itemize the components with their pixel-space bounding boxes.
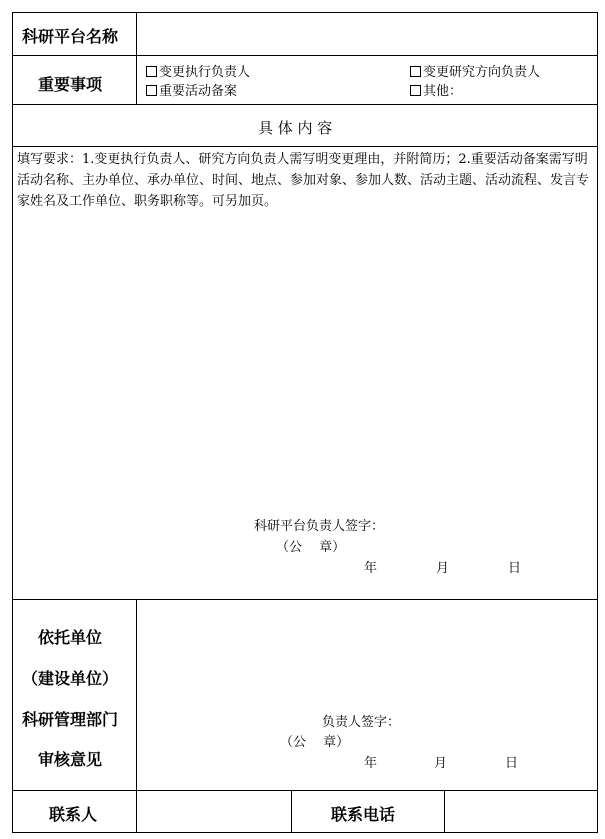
phone-field[interactable] (446, 792, 596, 831)
checkbox[interactable] (146, 66, 157, 77)
option-activity-filing[interactable] (146, 80, 237, 99)
row-divider-5 (12, 790, 598, 791)
review-sign-label: 负责人签字： (322, 715, 401, 730)
matters-label: 重要事项 (38, 75, 103, 94)
review-label-line2: （建设单位） (22, 669, 119, 688)
border-bottom (12, 832, 598, 833)
platform-year-label: 年 (364, 561, 378, 576)
option-change-research-director[interactable] (410, 61, 540, 80)
content-field[interactable] (14, 215, 596, 505)
platform-name-field[interactable] (138, 14, 596, 54)
option-change-executive[interactable] (146, 61, 250, 80)
row-divider-2 (12, 104, 598, 105)
platform-name-label: 科研平台名称 (22, 27, 119, 46)
contact-field[interactable] (138, 792, 290, 831)
review-label-line4: 审核意见 (38, 750, 103, 769)
review-seal-label: （公 章） (280, 735, 350, 750)
option-label: 变更研究方向负责人 (423, 65, 541, 80)
checkbox[interactable] (410, 85, 421, 96)
option-label: 其他： (423, 84, 463, 99)
platform-sign-label: 科研平台负责人签字： (254, 519, 385, 534)
border-top (12, 12, 598, 13)
requirements-text: 填写要求：1.变更执行负责人、研究方向负责人需写明变更理由，并附简历；2.重要活动备案需写明活动名称、主办单位、承办单位、时间、地点、参加对象、参加人数、活动主题、活动流程、发言专家姓名及工作单位、职务职称等。可另加页。 (17, 152, 590, 209)
border-right (597, 12, 598, 833)
option-label: 变更执行负责人 (159, 65, 251, 80)
col-divider-top (136, 12, 137, 105)
phone-label: 联系电话 (331, 805, 396, 824)
border-left (12, 12, 13, 833)
review-month-label: 月 (434, 756, 448, 771)
option-other[interactable] (410, 80, 462, 99)
option-label: 重要活动备案 (159, 84, 238, 99)
checkbox[interactable] (146, 85, 157, 96)
content-heading: 具 体 内 容 (258, 119, 333, 137)
review-label-line3: 科研管理部门 (22, 710, 119, 729)
col-divider-review (136, 599, 137, 833)
review-day-label: 日 (505, 756, 519, 771)
checkbox[interactable] (410, 66, 421, 77)
row-divider-3 (12, 146, 598, 147)
review-opinion-field[interactable] (138, 601, 596, 701)
review-label-line1: 依托单位 (38, 628, 103, 647)
row-divider-4 (12, 599, 598, 600)
col-divider-contact-3 (444, 790, 445, 833)
platform-seal-label: （公 章） (276, 540, 346, 555)
platform-month-label: 月 (436, 561, 450, 576)
row-divider-1 (12, 55, 598, 56)
contact-label: 联系人 (49, 805, 98, 824)
platform-day-label: 日 (508, 561, 522, 576)
col-divider-contact-2 (291, 790, 292, 833)
review-year-label: 年 (364, 756, 378, 771)
